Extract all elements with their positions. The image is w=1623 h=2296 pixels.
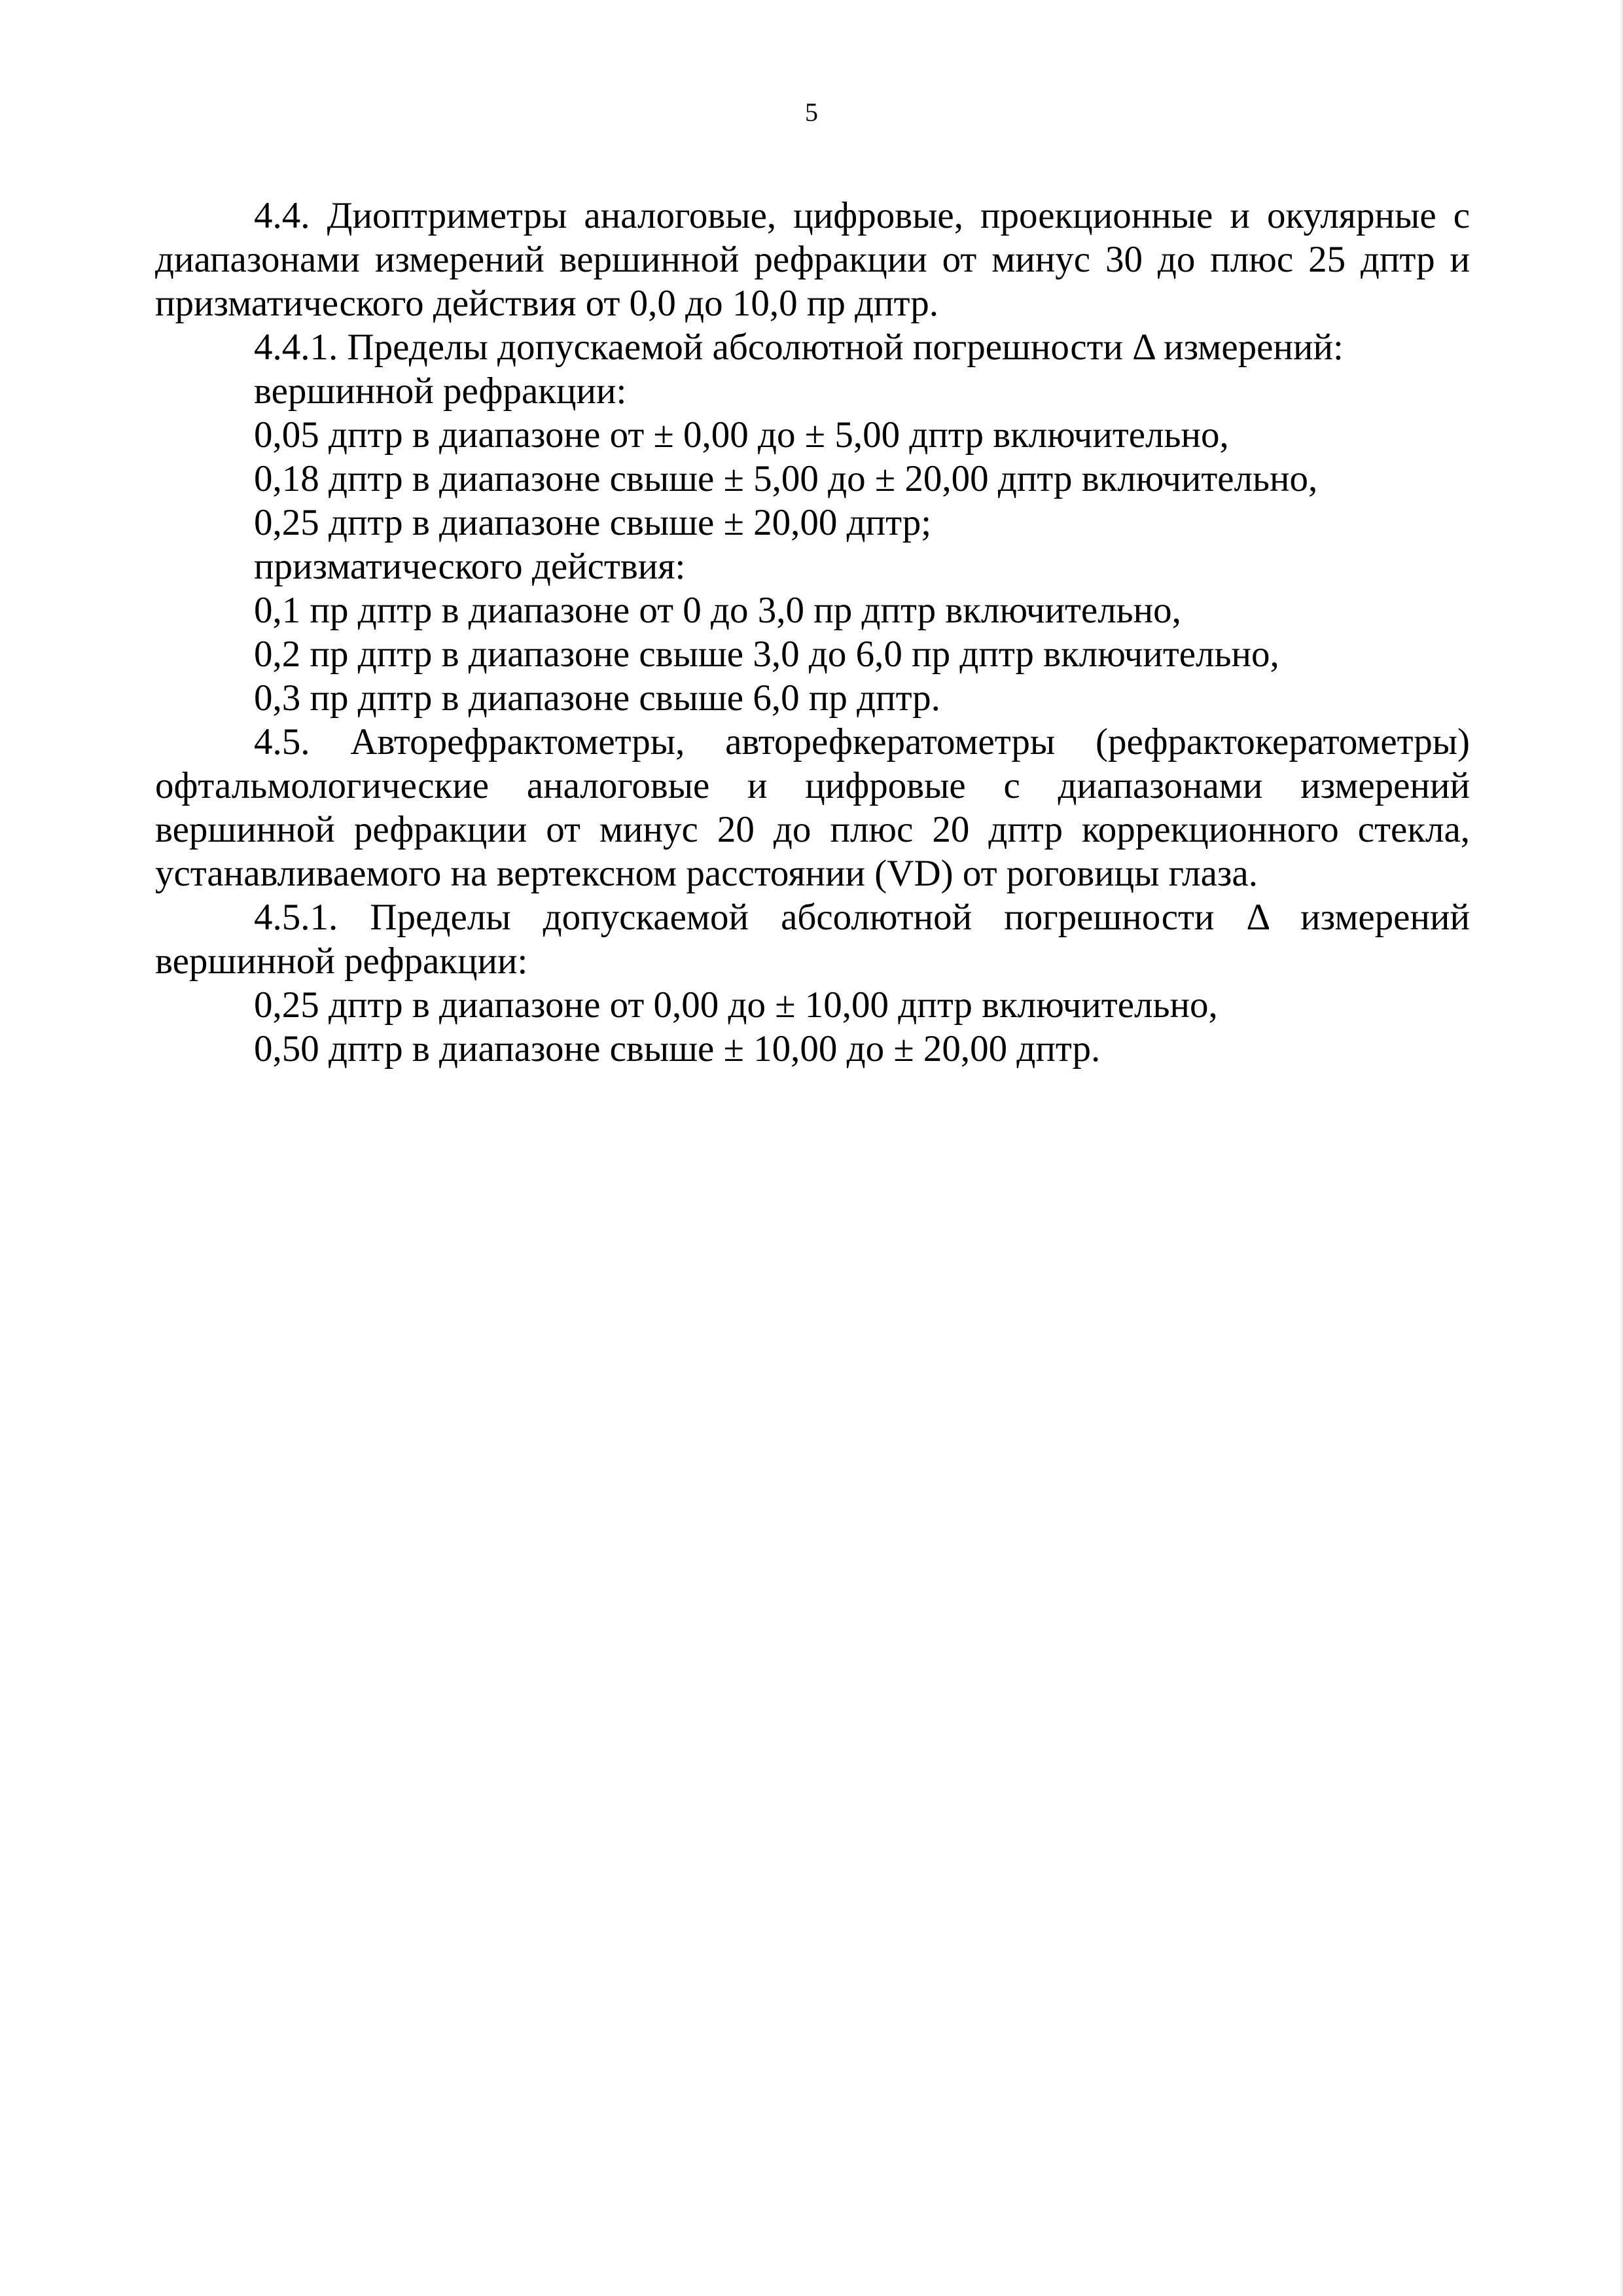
vertex-item-3: 0,25 дптр в диапазоне свыше ± 20,00 дптр;	[254, 502, 932, 543]
vertex-item-1: 0,05 дптр в диапазоне от ± 0,00 до ± 5,00 дптр включительно,	[254, 414, 1229, 456]
vertex-refraction-label: вершинной рефракции:	[254, 370, 627, 412]
page-edge-shadow	[1619, 0, 1623, 2296]
paragraph-4-5-1: 4.5.1. Пределы допускаемой абсолютной погрешности Δ измерений вершинной рефракции:	[155, 897, 1470, 982]
autoref-item-1: 0,25 дптр в диапазоне от 0,00 до ± 10,00 дптр включительно,	[254, 984, 1218, 1026]
autoref-item-2: 0,50 дптр в диапазоне свыше ± 10,00 до ± 20,00 дптр.	[254, 1028, 1101, 1069]
prism-item-3: 0,3 пр дптр в диапазоне свыше 6,0 пр дптр.	[254, 677, 940, 719]
prism-item-1: 0,1 пр дптр в диапазоне от 0 до 3,0 пр дптр включительно,	[254, 590, 1181, 631]
prism-action-label: призматического действия:	[254, 546, 686, 587]
paragraph-4-5: 4.5. Авторефрактометры, авторефкератометры (рефрактокератометры) офтальмологические аналоговые и цифровые с диапазонами измерений вершинной рефракции от минус 20 до плюс 20 дптр коррекционного стекла, устанавливаемого на вертексном расстоянии (VD) от роговицы глаза.	[155, 721, 1470, 894]
page-number: 5	[805, 98, 818, 127]
paragraph-4-4: 4.4. Диоптриметры аналоговые, цифровые, проекционные и окулярные с диапазонами измерений вершинной рефракции от минус 30 до плюс 25 дптр и призматического действия от 0,0 до 10,0 пр дптр.	[155, 195, 1470, 324]
document-body	[155, 194, 1470, 1071]
paragraph-4-4-1-heading: 4.4.1. Пределы допускаемой абсолютной погрешности Δ измерений:	[254, 327, 1344, 368]
vertex-item-2: 0,18 дптр в диапазоне свыше ± 5,00 до ± 20,00 дптр включительно,	[254, 458, 1318, 499]
prism-item-2: 0,2 пр дптр в диапазоне свыше 3,0 до 6,0 пр дптр включительно,	[254, 634, 1279, 675]
